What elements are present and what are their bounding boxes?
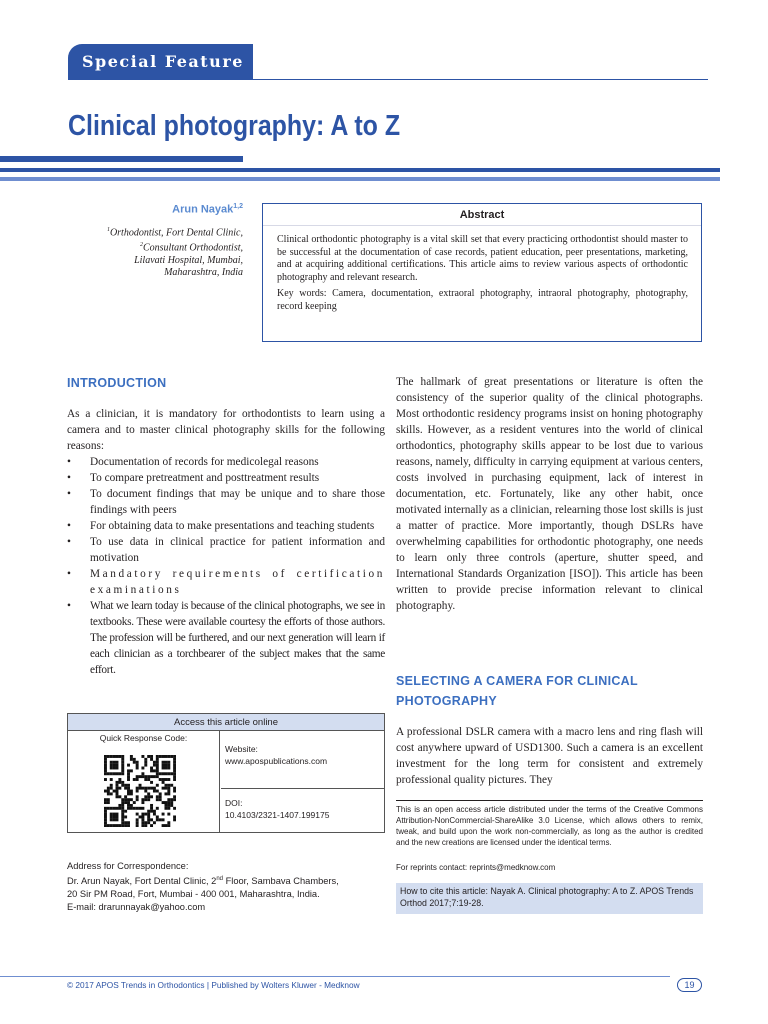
list-item: • To document findings that may be unique and to share those findings with peers — [67, 486, 385, 518]
section-label: Special Feature — [68, 44, 253, 80]
introduction-lead: As a clinician, it is mandatory for orthodontists to learn using a camera and to master clinical photography skills for the following reasons: — [67, 408, 385, 452]
introduction-heading: INTRODUCTION — [67, 376, 167, 390]
right-column-paragraph: The hallmark of great presentations or literature is often the consistency of the superior quality of the clinical photographs. Most orthodontic residency programs insist on honing photography skills. However, as a resident ventures into the world of clinical orthodontics, photography skills appear to be lost due to various reasons, namely, difficulty in carrying equipment at various centers, costs involved in purchasing equipment, lack of interest in documentation, etc. Fortunately, like any other habit, once motivated internally as a clinician, relearning those lost skills is just a matter of practice. More importantly, though DSLRs have overwhelming capabilities for orthodontic photography, one needs to learn only three controls (aperture, shutter speed, and International Standards Organization [ISO]). This article has been written to provide precise information relevant to clinical photography. — [396, 376, 703, 612]
keywords: Key words: Camera, documentation, extraoral photography, intraoral photography, photography, record keeping — [277, 288, 688, 312]
reasons-list — [67, 454, 385, 678]
article-title: Clinical photography: A to Z — [68, 110, 401, 142]
list-item: • To compare pretreatment and posttreatment results — [67, 470, 385, 486]
reprints-contact: For reprints contact: reprints@medknow.com — [396, 863, 556, 872]
abstract-text: Clinical orthodontic photography is a vital skill set that every practicing orthodontist should master to be successful at the documentation of case records, patient education, peer presentations, marketing, and at acquiring additional certifications. This article aims to review various aspects of orthodontic photography and relevant research. — [277, 234, 688, 283]
list-item: • For obtaining data to make presentations and teaching students — [67, 518, 385, 534]
decorative-stripe — [0, 168, 720, 172]
list-item: • What we learn today is because of the clinical photographs, we see in textbooks. These were available courtesy the efforts of those authors. The profession will be furthered, and our next generation will learn if each clinician as a torchbearer of the subject makes that the same effort. — [67, 598, 385, 678]
correspondence-address: Address for Correspondence: Dr. Arun Nayak, Fort Dental Clinic, 2nd Floor, Sambava Chambers, 20 Sir PM Road, Fort, Mumbai - 400 001, Maharashtra, India. E-mail: drarunnayak@yahoo.com — [67, 860, 367, 914]
abstract-box — [262, 203, 702, 342]
page-number: 19 — [677, 978, 702, 992]
decorative-stripe — [0, 177, 720, 181]
author-affiliation: $^1$Orthodontist, Fort Dental Clinic, $^2$Consultant Orthodontist, Lilavati Hospital, Mumbai, Maharashtra, India — [106, 227, 243, 278]
qr-code[interactable] — [104, 755, 176, 827]
author-name: Arun Nayak$^{1,2}$ — [172, 203, 243, 216]
decorative-stripe — [0, 156, 243, 162]
list-item: • Documentation of records for medicolegal reasons — [67, 454, 385, 470]
license-text: This is an open access article distributed under the terms of the Creative Commons Attribution-NonCommercial-ShareAlike 3.0 License, which allows others to remix, tweak, and build upon the work non-commercially, as long as the author is credited and the new creations are licensed under the identical terms. — [396, 800, 703, 848]
footer-text: © 2017 APOS Trends in Orthodontics | Published by Wolters Kluwer - Medknow — [67, 980, 360, 990]
access-heading: Access this article online — [68, 714, 384, 731]
introduction-body — [67, 406, 385, 678]
list-item: • Mandatory requirements of certification examinations — [67, 566, 385, 598]
access-article-box — [67, 713, 385, 833]
citation-box: How to cite this article: Nayak A. Clinical photography: A to Z. APOS Trends Orthod 2017;7:19-28. — [396, 883, 703, 914]
header-rule — [68, 79, 708, 80]
camera-section-heading: SELECTING A CAMERA FOR CLINICAL PHOTOGRAPHY — [396, 674, 638, 708]
doi-value[interactable]: 10.4103/2321-1407.199175 — [225, 810, 330, 820]
qr-label: Quick Response Code: — [99, 733, 188, 743]
doi-label: DOI: — [225, 798, 243, 808]
website-label: Website: — [225, 744, 258, 754]
camera-section-text: A professional DSLR camera with a macro lens and ring flash will cost anywhere upward of USD1300. Such a camera is an excellent investment for the long term for consistent and extremely professional quality pictures. They — [396, 726, 703, 786]
email[interactable]: E-mail: drarunnayak@yahoo.com — [67, 902, 206, 913]
list-item: • To use data in clinical practice for patient information and motivation — [67, 534, 385, 566]
abstract-heading: Abstract — [263, 204, 701, 226]
website-link[interactable]: www.apospublications.com — [225, 756, 328, 766]
footer-rule — [0, 976, 670, 977]
